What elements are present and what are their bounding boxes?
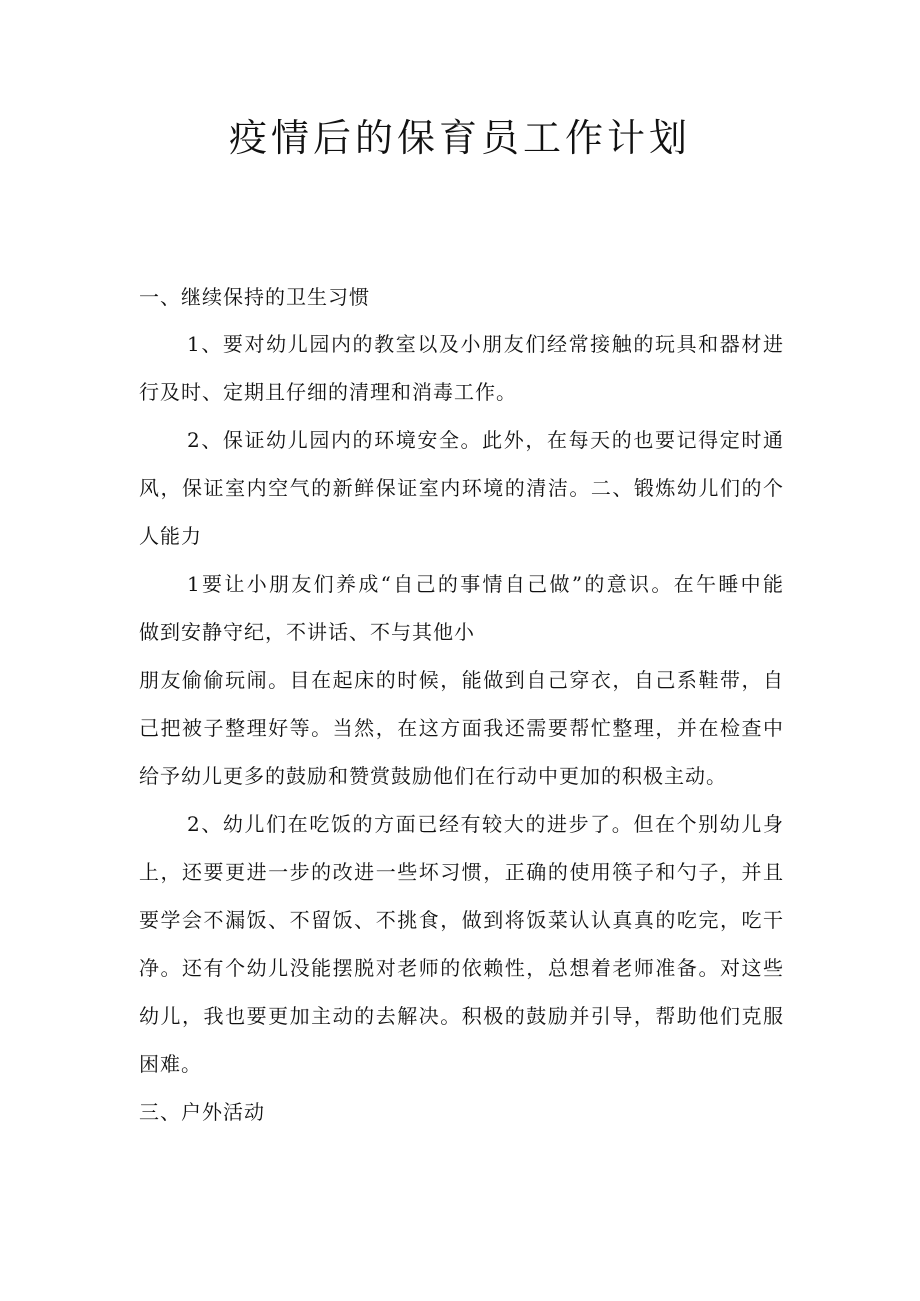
paragraph-line: 上，还要更进一步的改进一些坏习惯，正确的使用筷子和勺子，并且 — [139, 860, 784, 884]
paragraph-line: 1要让小朋友们养成“自己的事情自己做”的意识。在午睡中能 — [187, 572, 784, 596]
paragraph-line: 2、保证幼儿园内的环境安全。此外，在每天的也要记得定时通 — [187, 428, 784, 452]
document-title: 疫情后的保育员工作计划 — [228, 116, 691, 160]
paragraph-line: 困难。 — [139, 1052, 202, 1076]
paragraph-line: 1、要对幼儿园内的教室以及小朋友们经常接触的玩具和器材进 — [187, 332, 784, 356]
paragraph-line: 2、幼儿们在吃饭的方面已经有较大的进步了。但在个别幼儿身 — [187, 812, 784, 836]
paragraph-line: 朋友偷偷玩闹。目在起床的时候，能做到自己穿衣，自己系鞋带，自 — [139, 668, 784, 692]
paragraph-line: 风，保证室内空气的新鲜保证室内环境的清洁。二、锻炼幼儿们的个 — [139, 476, 784, 500]
paragraph-line: 人能力 — [139, 524, 202, 548]
paragraph-line: 幼儿，我也要更加主动的去解决。积极的鼓励并引导，帮助他们克服 — [139, 1004, 784, 1028]
paragraph-line: 要学会不漏饭、不留饭、不挑食，做到将饭菜认认真真的吃完，吃干 — [139, 908, 784, 932]
section-heading-hygiene: 一、继续保持的卫生习惯 — [139, 285, 370, 309]
paragraph-line: 给予幼儿更多的鼓励和赞赏鼓励他们在行动中更加的积极主动。 — [139, 764, 727, 788]
paragraph-line: 行及时、定期且仔细的清理和消毒工作。 — [139, 380, 517, 404]
section-heading-outdoor: 三、户外活动 — [139, 1100, 265, 1124]
paragraph-line: 净。还有个幼儿没能摆脱对老师的依赖性，总想着老师准备。对这些 — [139, 956, 784, 980]
paragraph-line: 己把被子整理好等。当然，在这方面我还需要帮忙整理，并在检查中 — [139, 716, 784, 740]
paragraph-line: 做到安静守纪，不讲话、不与其他小 — [139, 620, 475, 644]
